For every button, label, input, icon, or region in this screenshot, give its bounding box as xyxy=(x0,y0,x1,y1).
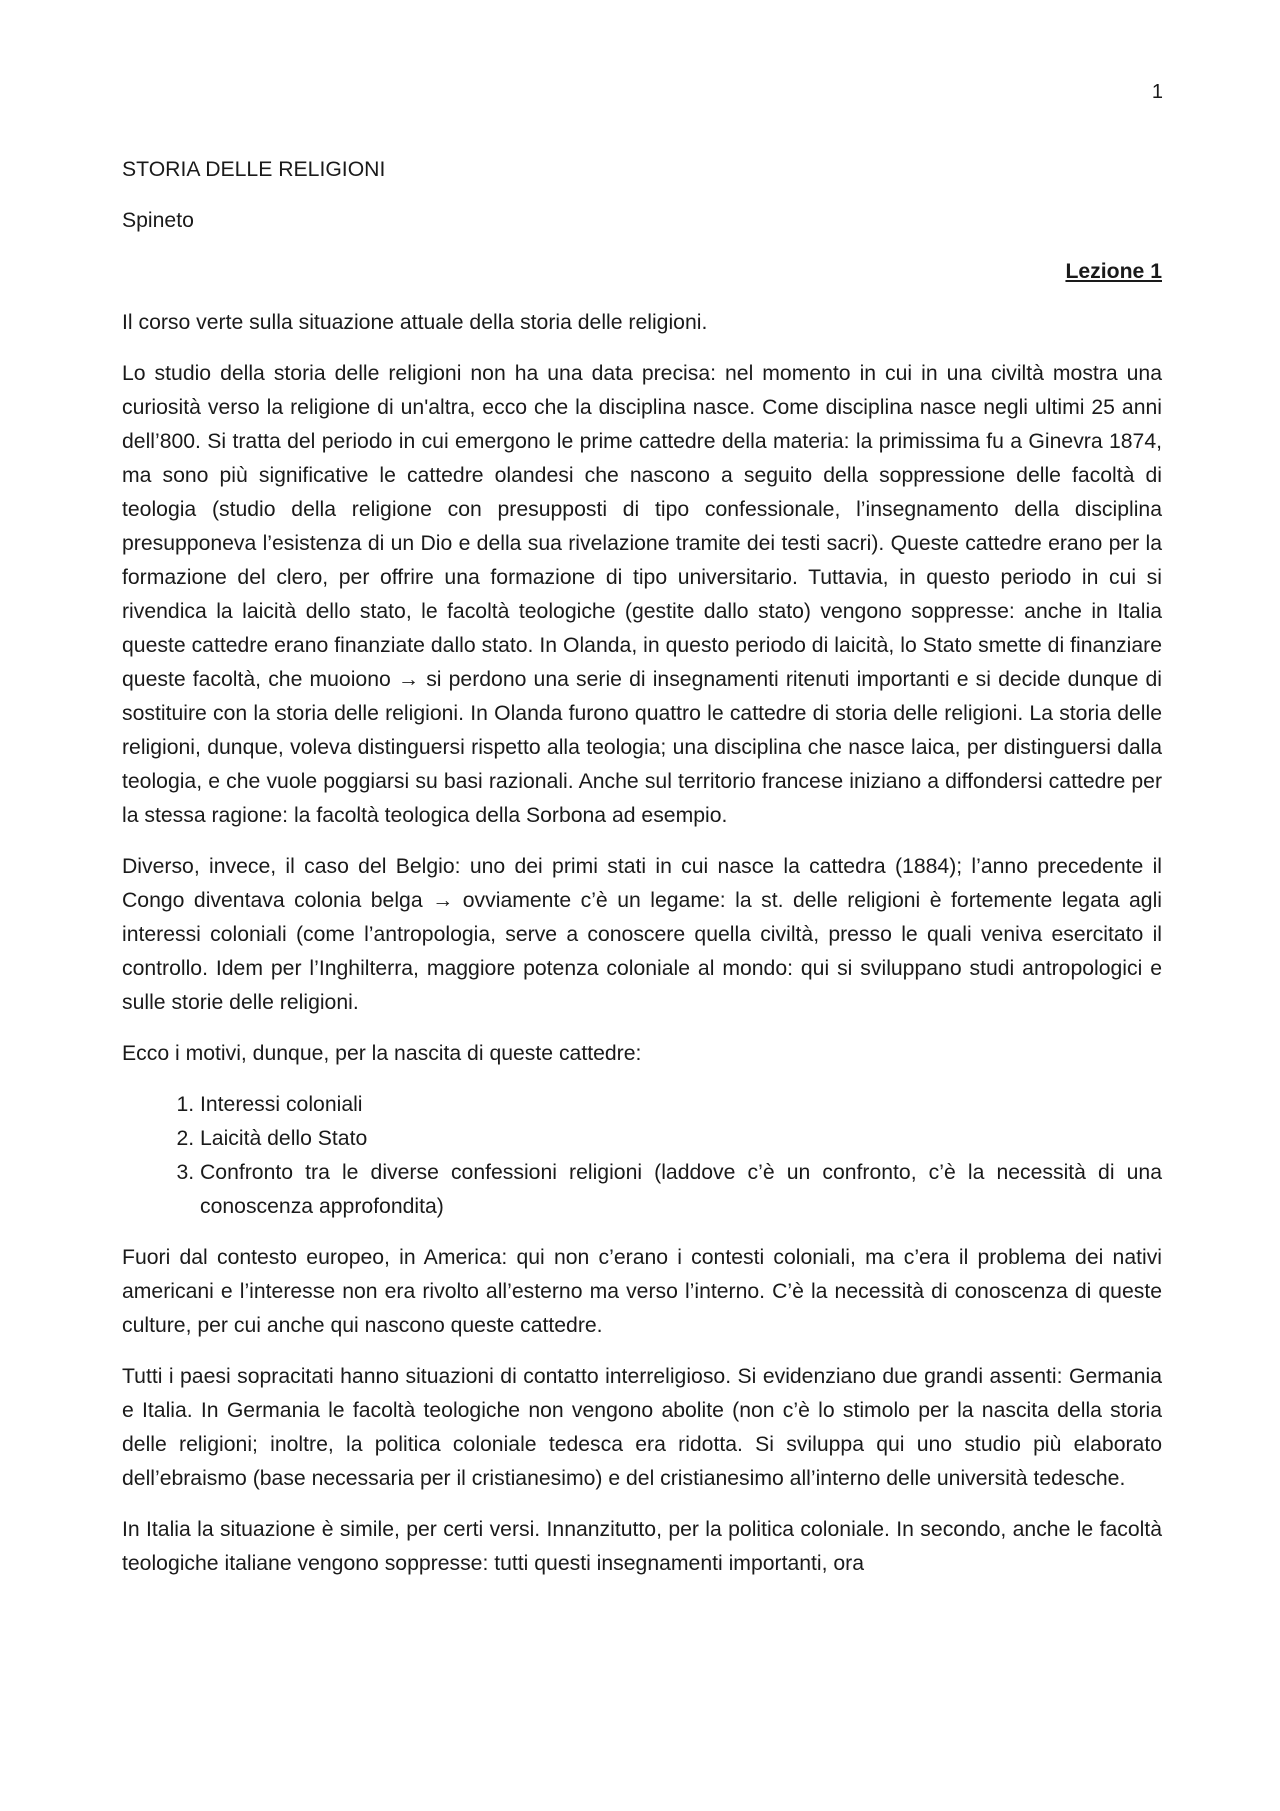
document-author: Spineto xyxy=(122,209,194,232)
list-item: 1. Interessi coloniali xyxy=(200,1088,1162,1122)
paragraph-america: Fuori dal contesto europeo, in America: qui non c’erano i contesti coloniali, ma c’era il problema dei nativi americani e l’interesse non era rivolto all’esterno ma verso l’interno. C’è la necessità di conoscenza di queste culture, per cui anche qui nascono queste cattedre. xyxy=(122,1246,1162,1337)
page-number: 1 xyxy=(1151,81,1163,103)
paragraph-intro: Il corso verte sulla situazione attuale della storia delle religioni. xyxy=(122,311,708,334)
list-item: 2. Laicità dello Stato xyxy=(200,1122,1162,1156)
reasons-list xyxy=(122,1088,1162,1224)
paragraph-germany: Tutti i paesi sopracitati hanno situazioni di contatto interreligioso. Si evidenziano due grandi assenti: Germania e Italia. In Germania le facoltà teologiche non vengono abolite (non c’è lo stimolo per la nascita della storia delle religioni; inoltre, la politica coloniale tedesca era ridotta. Si sviluppa qui uno studio più elaborato dell’ebraismo (base necessaria per il cristianesimo) e del cristianesimo all’interno delle università tedesche. xyxy=(122,1365,1162,1490)
paragraph-reasons-intro: Ecco i motivi, dunque, per la nascita di queste cattedre: xyxy=(122,1042,642,1065)
paragraph-belgium: Diverso, invece, il caso del Belgio: uno dei primi stati in cui nasce la cattedra (1884); l’anno precedente il Congo diventava colonia belga → ovviamente c’è un legame: la st. delle religioni è fortemente legata agli interessi coloniali (come l’antropologia, serve a conoscere quella civiltà, presso le quali veniva esercitato il controllo. Idem per l’Inghilterra, maggiore potenza coloniale al mondo: qui si sviluppano studi antropologici e sulle storie delle religioni. xyxy=(122,855,1162,1014)
document-body xyxy=(122,153,1162,1598)
paragraph-origins: Lo studio della storia delle religioni non ha una data precisa: nel momento in cui in una civiltà mostra una curiosità verso la religione di un'altra, ecco che la disciplina nasce. Come disciplina nasce negli ultimi 25 anni dell’800. Si tratta del periodo in cui emergono le prime cattedre della materia: la primissima fu a Ginevra 1874, ma sono più significative le cattedre olandesi che nascono a seguito della soppressione delle facoltà di teologia (studio della religione con presupposti di tipo confessionale, l’insegnamento della disciplina presupponeva l’esistenza di un Dio e della sua rivelazione tramite dei testi sacri). Queste cattedre erano per la formazione del clero, per offrire una formazione di tipo universitario. Tuttavia, in questo periodo in cui si rivendica la laicità dello stato, le facoltà teologiche (gestite dallo stato) vengono soppresse: anche in Italia queste cattedre erano finanziate dallo stato. In Olanda, in questo periodo di laicità, lo Stato smette di finanziare queste facoltà, che muoiono → si perdono una serie di insegnamenti ritenuti importanti e si decide dunque di sostituire con la storia delle religioni. In Olanda furono quattro le cattedre di storia delle religioni. La storia delle religioni, dunque, voleva distinguersi rispetto alla teologia; una disciplina che nasce laica, per distinguersi dalla teologia, e che vuole poggiarsi su basi razionali. Anche sul territorio francese iniziano a diffondersi cattedre per la stessa ragione: la facoltà teologica della Sorbona ad esempio. xyxy=(122,362,1162,827)
list-item: 3. Confronto tra le diverse confessioni religioni (laddove c’è un confronto, c’è la necessità di una conoscenza approfondita) xyxy=(200,1156,1162,1224)
paragraph-italy: In Italia la situazione è simile, per certi versi. Innanzitutto, per la politica coloniale. In secondo, anche le facoltà teologiche italiane vengono soppresse: tutti questi insegnamenti importanti, ora xyxy=(122,1518,1162,1575)
lesson-heading: Lezione 1 xyxy=(1065,260,1162,283)
document-title: STORIA DELLE RELIGIONI xyxy=(122,158,386,181)
